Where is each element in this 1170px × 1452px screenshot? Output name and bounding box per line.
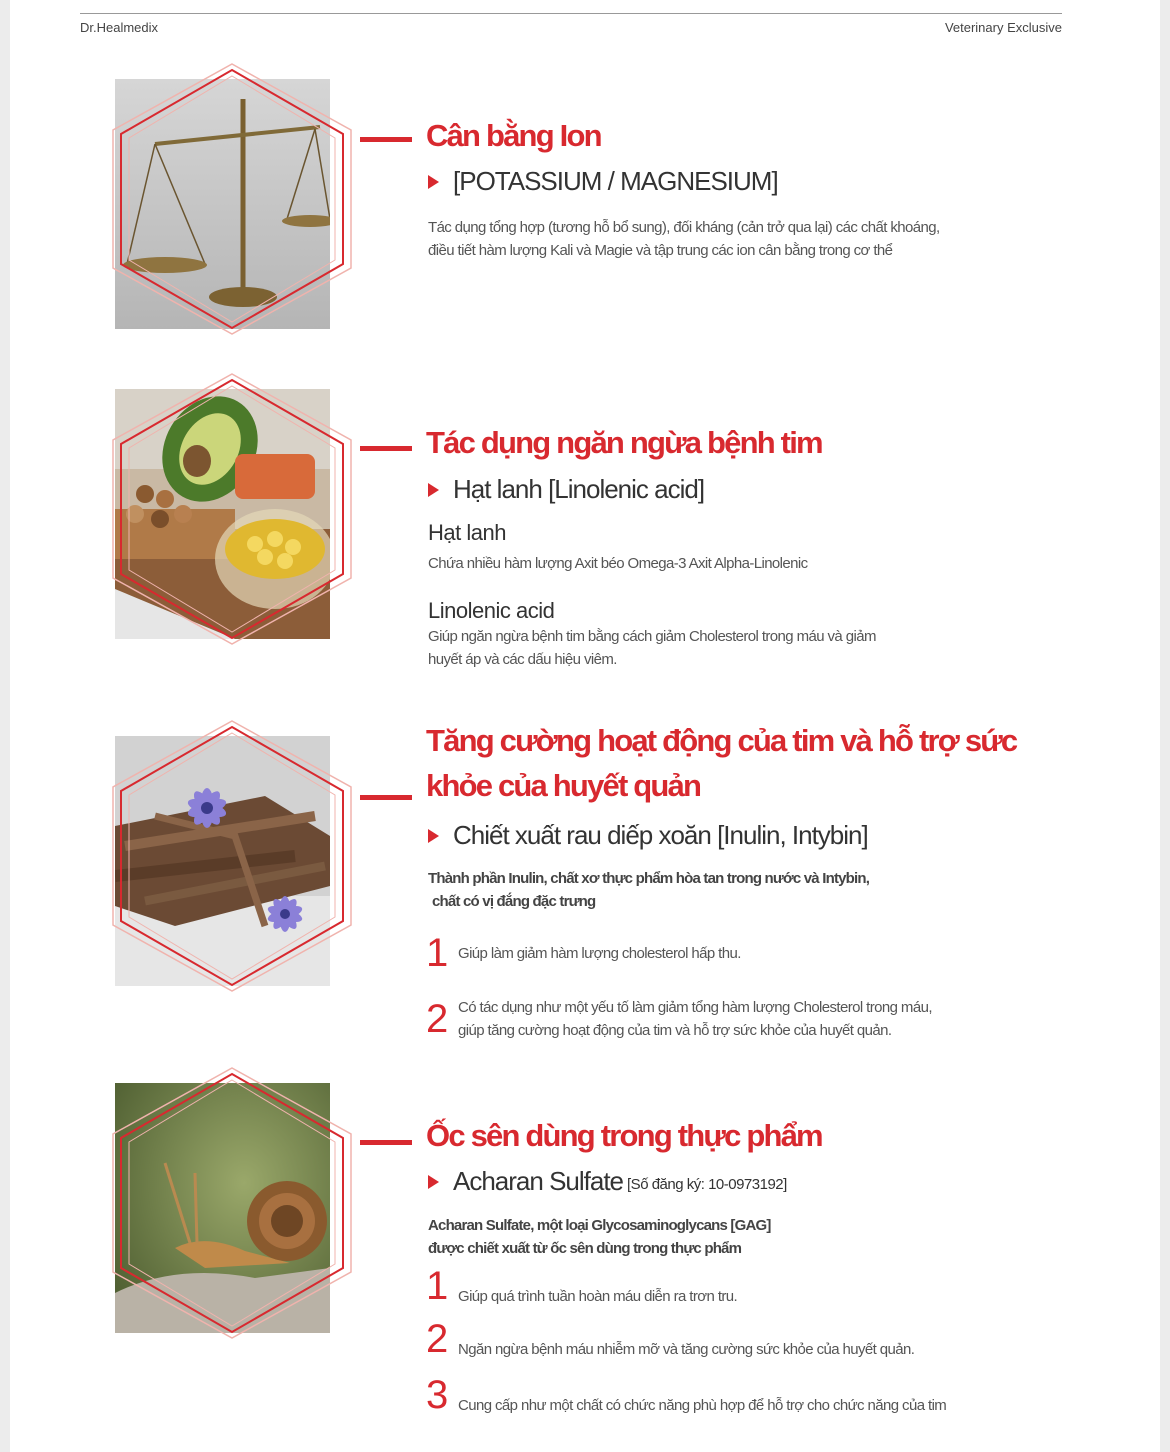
point-text: Cung cấp như một chất có chức năng phù hợp để hỗ trợ cho chức năng của tim [458,1397,947,1414]
triangle-bullet-icon [428,1175,439,1189]
point-number: 2 [426,997,449,1041]
point-text: Ngăn ngừa bệnh máu nhiễm mỡ và tăng cường sức khỏe của huyết quản. [458,1341,915,1358]
hexagon-frame [95,1066,395,1351]
document-page [10,0,1160,1452]
section-subtitle: Acharan Sulfate [Số đăng ký: 10-0973192] [428,1166,787,1197]
section-description: Tác dụng tổng hợp (tương hỗ bổ sung), đối kháng (cản trở qua lại) các chất khoáng, điều tiết hàm lượng Kali và Magie và tập trung các ion cân bằng trong cơ thể [428,219,940,259]
triangle-bullet-icon [428,829,439,843]
brand-name: Dr.Healmedix [80,20,159,35]
item-description: Giúp ngăn ngừa bệnh tim bằng cách giảm Cholesterol trong máu và giảm huyết áp và các dấu hiệu viêm. [428,628,876,668]
hexagon-frame [95,372,395,657]
point-text: Giúp làm giảm hàm lượng cholesterol hấp thu. [458,945,741,962]
item-title: Hạt lanh [428,520,506,545]
point-number: 3 [426,1373,449,1417]
title-connector [360,795,412,800]
triangle-bullet-icon [428,175,439,189]
hexagon-frame [95,719,395,1004]
section-title: Cân bằng Ion [426,118,601,153]
point-text: Có tác dụng như một yếu tố làm giảm tổng hàm lượng Cholesterol trong máu, giúp tăng cường hoạt động của tim và hỗ trợ sức khỏe của huyết quản. [458,999,932,1039]
title-connector [360,1140,412,1145]
point-number: 1 [426,1264,449,1308]
header-rule [80,13,1062,14]
item-title: Linolenic acid [428,598,555,623]
section-title: Ốc sên dùng trong thực phẩm [426,1118,822,1153]
section-subtitle: Chiết xuất rau diếp xoăn [Inulin, Intybin] [428,820,868,851]
point-text: Giúp quá trình tuần hoàn máu diễn ra trơn tru. [458,1288,738,1305]
section-intro: Thành phần Inulin, chất xơ thực phẩm hòa tan trong nước và Intybin, chất có vị đắng đặc trưng [428,870,870,910]
hexagon-frame [95,62,395,347]
point-number: 2 [426,1317,449,1361]
point-number: 1 [426,931,449,975]
title-connector [360,446,412,451]
header-tag: Veterinary Exclusive [944,20,1062,35]
section-subtitle: [POTASSIUM / MAGNESIUM] [428,166,778,197]
item-description: Chứa nhiều hàm lượng Axit béo Omega-3 Axit Alpha-Linolenic [428,555,808,572]
registration-number: [Số đăng ký: 10-0973192] [627,1176,787,1193]
triangle-bullet-icon [428,483,439,497]
section-intro: Acharan Sulfate, một loại Glycosaminoglycans [GAG] được chiết xuất từ ốc sên dùng trong thực phẩm [428,1217,771,1257]
title-connector [360,137,412,142]
section-subtitle: Hạt lanh [Linolenic acid] [428,474,704,505]
section-title: Tác dụng ngăn ngừa bệnh tim [426,425,822,460]
section-title: Tăng cường hoạt động của tim và hỗ trợ sức khỏe của huyết quản [426,723,1017,803]
